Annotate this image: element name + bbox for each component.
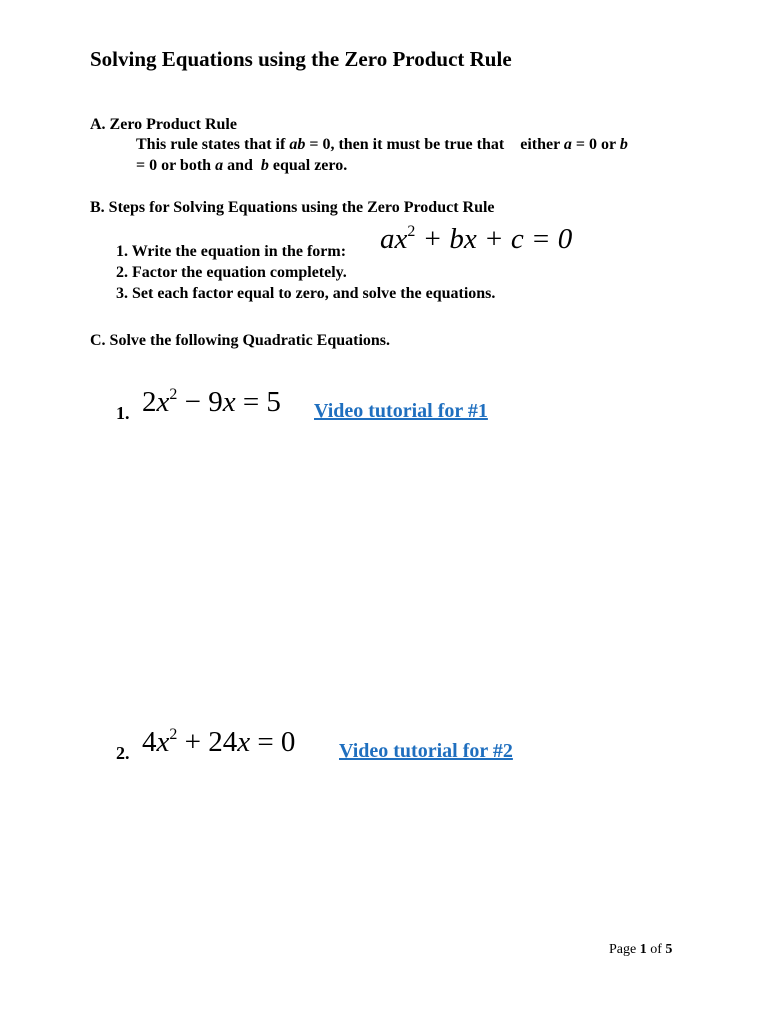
section-b-heading: B. Steps for Solving Equations using the Zero Product Rule [90, 199, 495, 216]
rule-statement-line-2: = 0 or both a and b equal zero. [136, 157, 348, 174]
page-title: Solving Equations using the Zero Product Rule [90, 47, 512, 71]
video-tutorial-1-link[interactable]: Video tutorial for #1 [314, 400, 488, 422]
problem-1-number: 1. [116, 403, 130, 423]
problem-1-equation: $2x^2 - 9x = 5$ [142, 386, 281, 418]
step-1: 1. Write the equation in the form: [116, 243, 347, 260]
video-tutorial-2-link[interactable]: Video tutorial for #2 [339, 740, 513, 762]
problem-2-equation: $4x^2 + 24x = 0$ [142, 726, 296, 758]
page-number: Page 1 of 5 [609, 942, 673, 957]
problem-2-number: 2. [116, 743, 130, 763]
step-2: 2. Factor the equation completely. [116, 264, 347, 281]
section-c-heading: C. Solve the following Quadratic Equations. [90, 332, 391, 349]
section-a-heading: A. Zero Product Rule [90, 116, 237, 133]
rule-statement-line-1: This rule states that if ab = 0, then it must be true that either a = 0 or b [136, 136, 628, 153]
standard-form-equation: $ax^2$ + bx + c = 0 [380, 223, 573, 255]
step-3: 3. Set each factor equal to zero, and solve the equations. [116, 285, 496, 302]
